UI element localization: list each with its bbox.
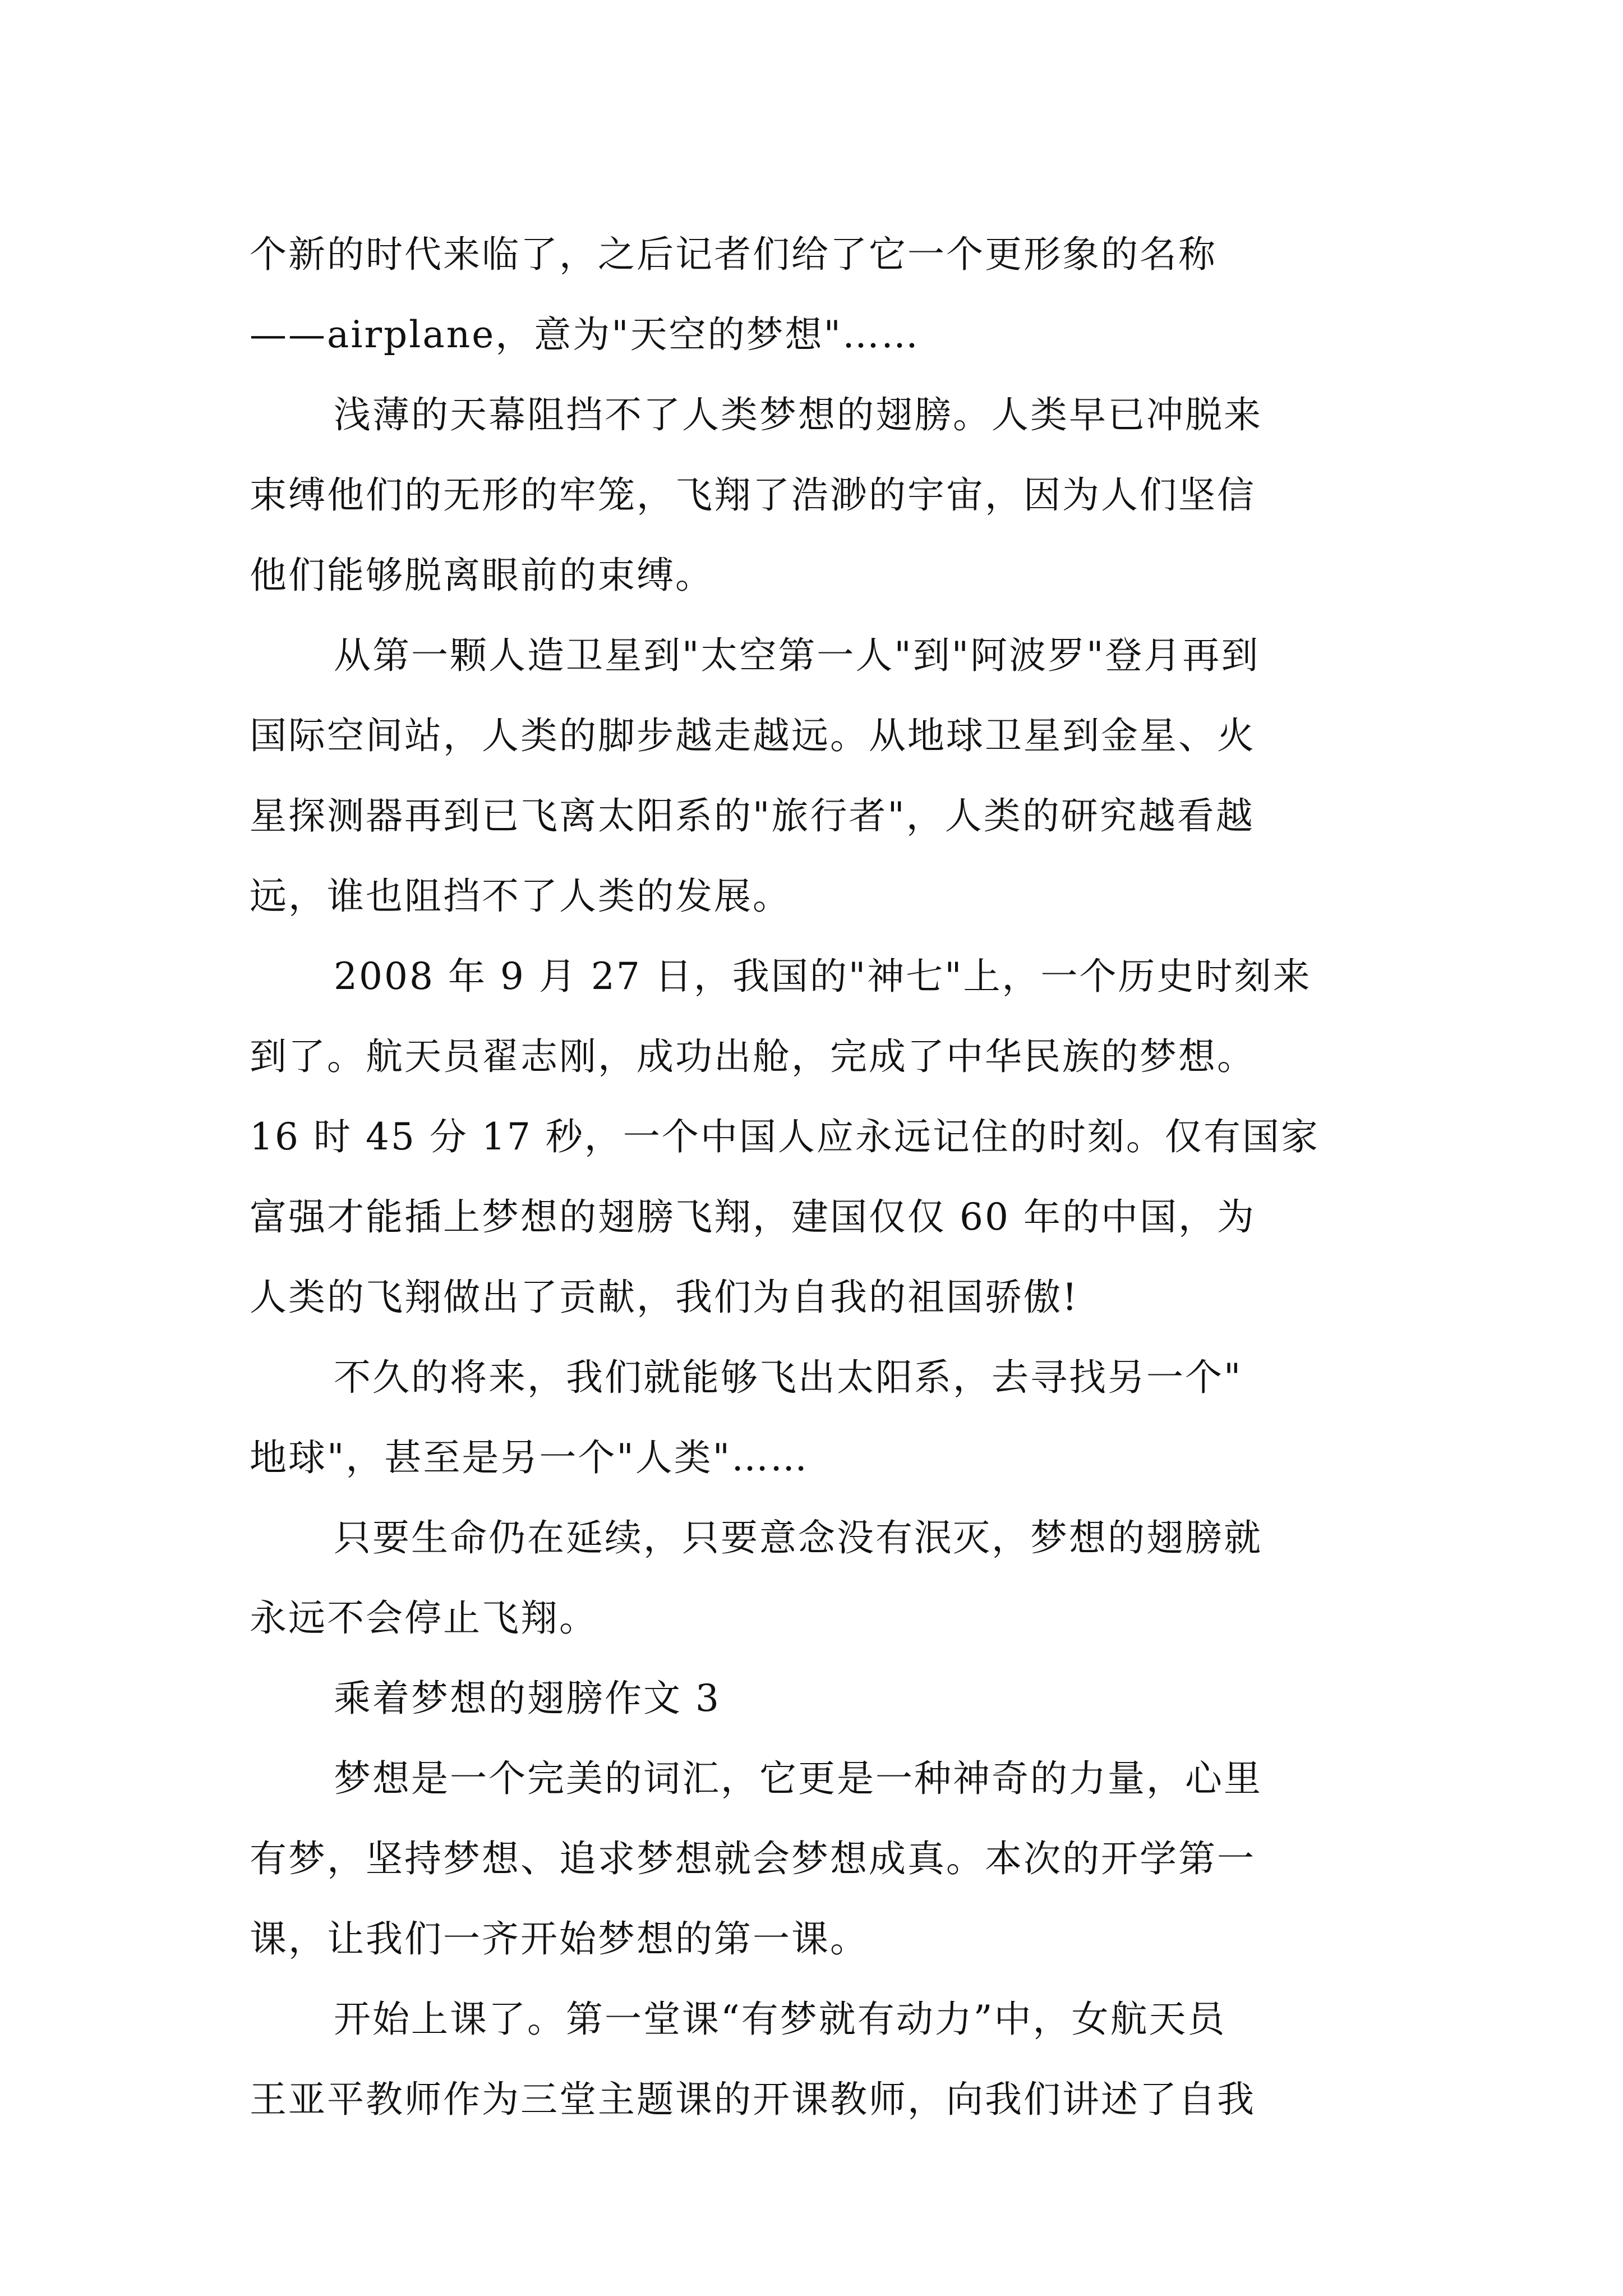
section-title: 乘着梦想的翅膀作文 3 xyxy=(334,1677,721,1720)
text-line: 人类的飞翔做出了贡献，我们为自我的祖国骄傲! xyxy=(250,1276,1079,1319)
text-line: 地球"，甚至是另一个"人类"…… xyxy=(250,1436,809,1479)
text-line: 星探测器再到已飞离太阳系的"旅行者"，人类的研究越看越 xyxy=(250,794,1255,838)
text-line: 国际空间站，人类的脚步越走越远。从地球卫星到金星、火 xyxy=(250,714,1256,757)
text-line: 课，让我们一齐开始梦想的第一课。 xyxy=(250,1917,869,1961)
text-line: 个新的时代来临了，之后记者们给了它一个更形象的名称 xyxy=(250,233,1217,276)
document-body xyxy=(250,214,1385,2139)
text-line: 永远不会停止飞翔。 xyxy=(250,1596,598,1640)
text-line: 16 时 45 分 17 秒，一个中国人应永远记住的时刻。仅有国家 xyxy=(250,1115,1320,1158)
paragraph-start-line: 浅薄的天幕阻挡不了人类梦想的翅膀。人类早已冲脱来 xyxy=(334,393,1262,436)
paragraph-start-line: 只要生命仍在延续，只要意念没有泯灭，梦想的翅膀就 xyxy=(334,1516,1262,1559)
paragraph-start-line: 从第一颗人造卫星到"太空第一人"到"阿波罗"登月再到 xyxy=(334,634,1260,677)
text-line: 到了。航天员翟志刚，成功出舱，完成了中华民族的梦想。 xyxy=(250,1035,1256,1078)
text-line: 他们能够脱离眼前的束缚。 xyxy=(250,554,714,597)
paragraph-start-line: 梦想是一个完美的词汇，它更是一种神奇的力量，心里 xyxy=(334,1757,1262,1800)
paragraph-start-line: 不久的将来，我们就能够飞出太阳系，去寻找另一个" xyxy=(334,1356,1243,1399)
text-line: 王亚平教师作为三堂主题课的开课教师，向我们讲述了自我 xyxy=(250,2078,1256,2121)
text-line: ——airplane，意为"天空的梦想"…… xyxy=(250,313,920,356)
text-line: 束缚他们的无形的牢笼，飞翔了浩渺的宇宙，因为人们坚信 xyxy=(250,473,1256,517)
paragraph-start-line: 2008 年 9 月 27 日，我国的"神七"上，一个历史时刻来 xyxy=(334,955,1312,998)
text-line: 有梦，坚持梦想、追求梦想就会梦想成真。本次的开学第一 xyxy=(250,1837,1256,1880)
text-line: 远，谁也阻挡不了人类的发展。 xyxy=(250,875,791,918)
text-line: 富强才能插上梦想的翅膀飞翔，建国仅仅 60 年的中国，为 xyxy=(250,1195,1256,1239)
paragraph-start-line: 开始上课了。第一堂课“有梦就有动力”中，女航天员 xyxy=(334,1998,1227,2041)
